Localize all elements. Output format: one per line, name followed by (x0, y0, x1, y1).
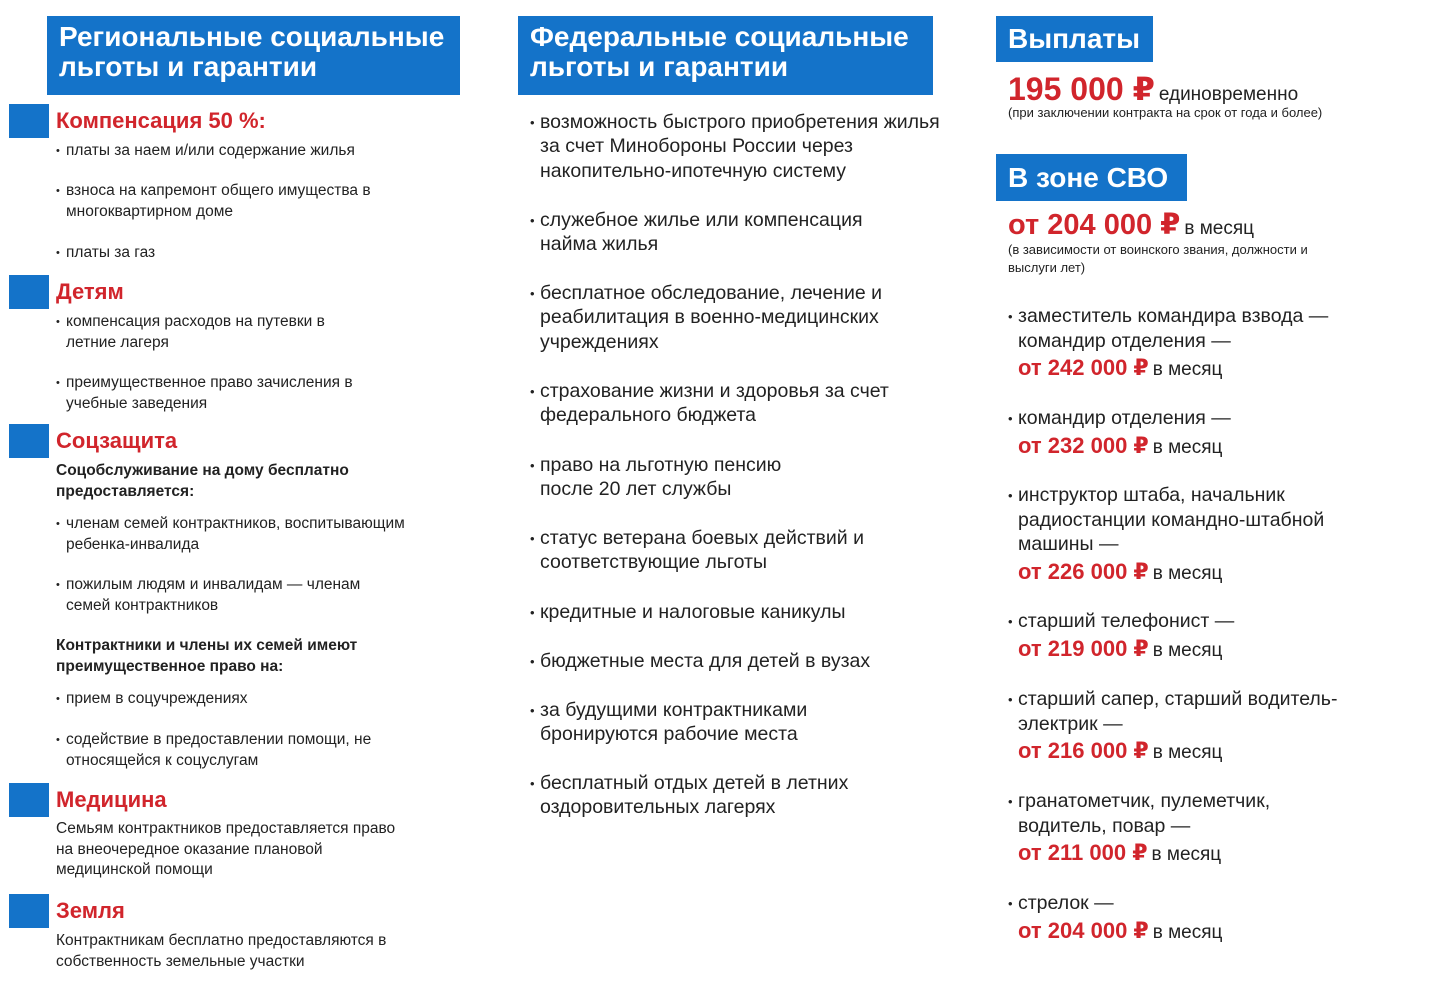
list-item: • содействие в предоставлении помощи, не относящейся к соцуслугам (56, 730, 396, 771)
rank-per-month: в месяц (1152, 359, 1223, 380)
list-item: • прием в соцучреждениях (56, 689, 416, 710)
list-item: • взноса на капремонт общего имущества в многоквартирном доме (56, 181, 436, 222)
svo-amount-suffix: в месяц (1184, 218, 1255, 239)
land-text: Контрактникам бесплатно предоставляются в собственность земельные участки (56, 932, 387, 970)
svo-note: (в зависимости от воинского звания, должности и выслуги лет) (1008, 242, 1308, 275)
rank-role: стрелок — (1018, 892, 1114, 914)
rank-per-month: в месяц (1152, 639, 1223, 661)
regional-title: Региональные социальные льготы и гарантии (59, 21, 445, 82)
section-social (9, 424, 177, 458)
rank-amount: от 219 000 ₽ (1018, 635, 1149, 661)
rank-item (1008, 483, 1353, 586)
rank-amount: от 226 000 ₽ (1018, 558, 1149, 584)
rank-role: командир отделения — (1018, 407, 1231, 429)
rank-amount: от 242 000 ₽ (1018, 355, 1149, 380)
list-item: • платы за газ (56, 243, 436, 264)
federal-title: Федеральные социальные льготы и гарантии (530, 21, 909, 82)
section-marker (9, 424, 49, 458)
svo-amount: от 204 000 ₽ (1008, 209, 1181, 241)
list-item: • право на льготную пенсию после 20 лет службы (530, 453, 830, 502)
svo-header (996, 154, 1187, 201)
rank-item (1008, 609, 1338, 663)
section-title-social: Соцзащита (56, 428, 178, 453)
rank-role: инструктор штаба, начальник радиостанции командно-штабной машины — (1018, 484, 1325, 555)
rank-role: заместитель командира взвода — командир отделения — (1018, 305, 1329, 352)
lump-note: (при заключении контракта на срок от года и более) (1008, 105, 1323, 120)
section-title-children: Детям (56, 279, 124, 304)
rank-per-month: в месяц (1152, 742, 1223, 763)
section-title-land: Земля (56, 898, 125, 923)
rank-amount: от 216 000 ₽ (1018, 738, 1149, 763)
list-item: • преимущественное право зачисления в учебные заведения (56, 373, 396, 414)
list-item: • статус ветерана боевых действий и соответствующие льготы (530, 526, 890, 575)
rank-role: старший сапер, старший водитель-электрик — (1018, 688, 1338, 735)
section-medicine (9, 783, 167, 817)
lump-suffix: единовременно (1158, 84, 1299, 105)
rank-per-month: в месяц (1152, 562, 1223, 584)
section-land (9, 894, 125, 928)
payments-title: Выплаты (1008, 23, 1141, 55)
rank-item (1008, 891, 1338, 945)
section-marker (9, 104, 49, 138)
list-item: • компенсация расходов на путевки в летние лагеря (56, 312, 376, 353)
svo-title: В зоне СВО (1008, 161, 1169, 193)
lump-sum (1008, 70, 1298, 108)
medicine-text: Семьям контрактников предоставляется право на внеочередное оказание плановой медицинской помощи (56, 820, 396, 878)
list-item: • бюджетные места для детей в вузах (530, 649, 930, 673)
rank-amount: от 232 000 ₽ (1018, 432, 1149, 458)
rank-item (1008, 304, 1338, 383)
payments-header (996, 16, 1153, 62)
rank-per-month: в месяц (1152, 921, 1223, 943)
svo-amount-line (1008, 207, 1254, 242)
rank-role: старший телефонист — (1018, 610, 1235, 632)
list-item: • бесплатный отдых детей в летних оздоровительных лагерях (530, 771, 890, 820)
rank-item (1008, 687, 1338, 766)
list-item: • служебное жилье или компенсация найма жилья (530, 208, 900, 257)
social-intro-1: Соцобслуживание на дому бесплатно предоставляется: (56, 462, 349, 500)
federal-header (518, 16, 933, 95)
section-marker (9, 783, 49, 817)
list-item: • возможность быстрого приобретения жилья за счет Минобороны России через накопительно-ипотечную систему (530, 110, 940, 183)
rank-per-month: в месяц (1152, 436, 1223, 458)
rank-item (1008, 789, 1338, 868)
list-item: • пожилым людям и инвалидам — членам семей контрактников (56, 575, 396, 616)
section-compensation (9, 104, 266, 138)
social-intro-2: Контрактники и члены их семей имеют преимущественное право на: (56, 637, 358, 675)
lump-amount: 195 000 ₽ (1008, 71, 1155, 107)
rank-amount: от 204 000 ₽ (1018, 917, 1149, 943)
list-item: • бесплатное обследование, лечение и реабилитация в военно-медицинских учреждениях (530, 281, 930, 354)
list-item: • платы за наем и/или содержание жилья (56, 141, 436, 162)
rank-item (1008, 406, 1338, 460)
list-item: • членам семей контрактников, воспитывающим ребенка-инвалида (56, 514, 456, 555)
section-marker (9, 275, 49, 309)
rank-per-month: в месяц (1151, 844, 1222, 865)
section-children (9, 275, 124, 309)
section-title-medicine: Медицина (56, 787, 167, 812)
list-item: • кредитные и налоговые каникулы (530, 600, 930, 624)
list-item: • за будущими контрактниками бронируются рабочие места (530, 698, 860, 747)
rank-amount: от 211 000 ₽ (1018, 840, 1148, 865)
regional-header (47, 16, 460, 95)
list-item: • страхование жизни и здоровья за счет федерального бюджета (530, 379, 930, 428)
section-marker (9, 894, 49, 928)
rank-role: гранатометчик, пулеметчик, водитель, повар — (1018, 790, 1271, 837)
section-title-compensation: Компенсация 50 %: (56, 108, 266, 133)
